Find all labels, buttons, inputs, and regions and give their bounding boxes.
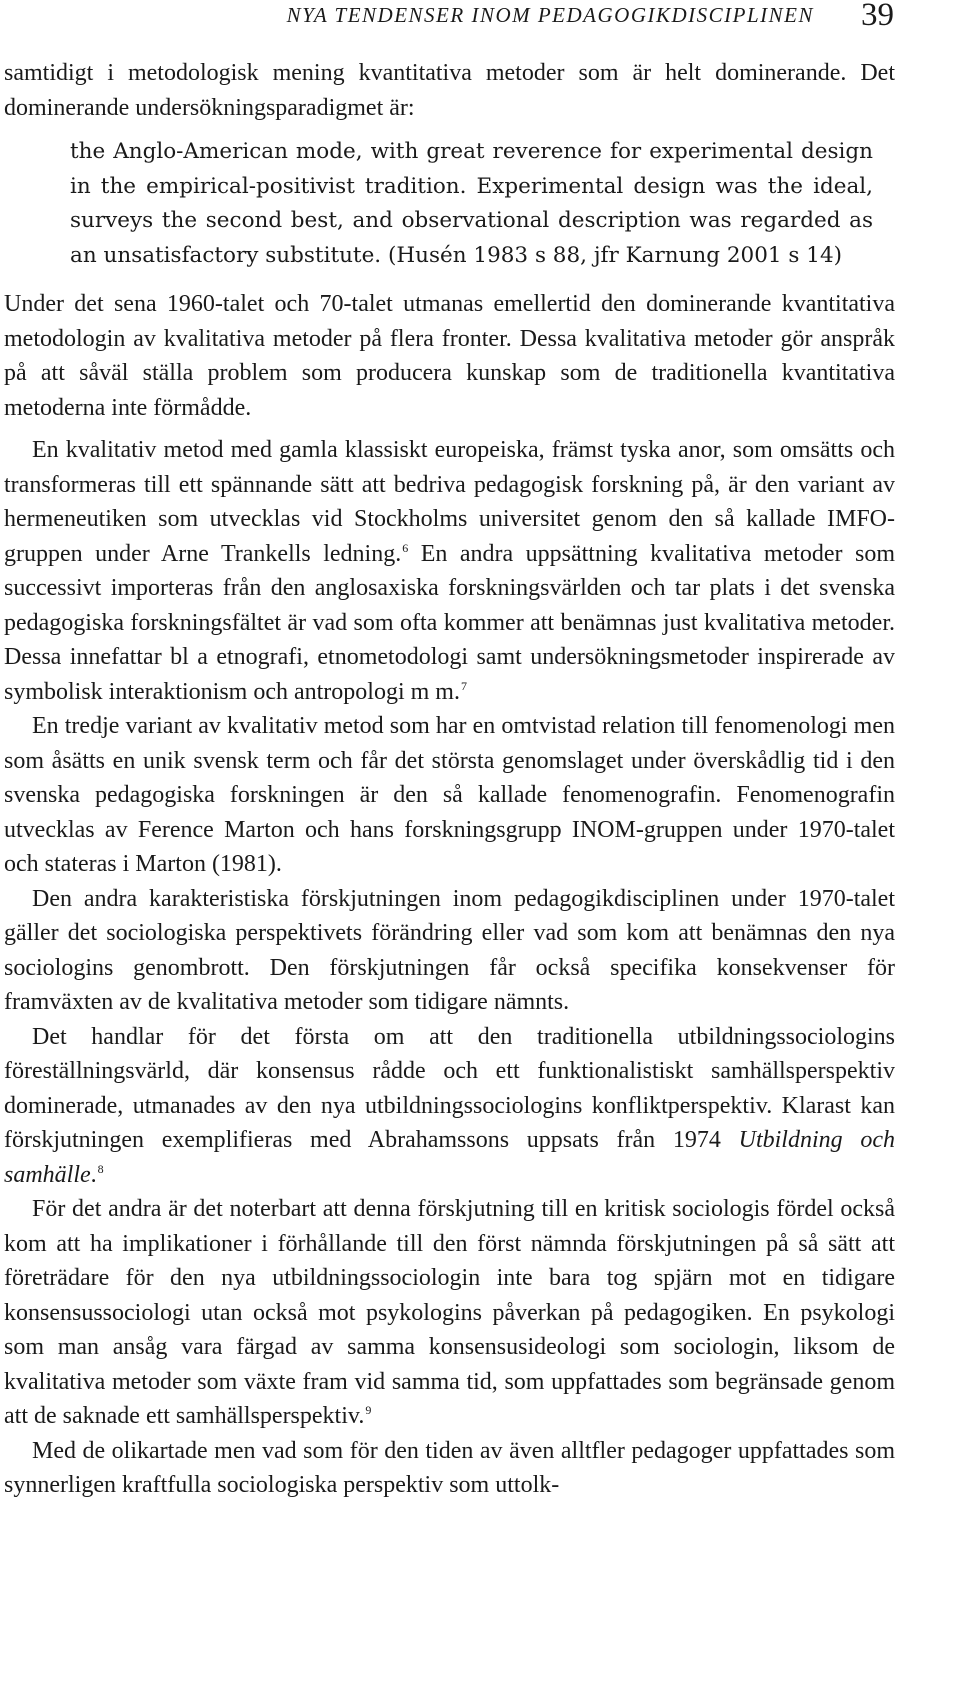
running-title: NYA TENDENSER INOM PEDAGOGIKDISCIPLINEN bbox=[286, 3, 814, 27]
paragraph-conflict-perspective bbox=[4, 1020, 895, 1193]
footnote-ref-7: 7 bbox=[460, 678, 467, 693]
footnote-ref-6: 6 bbox=[402, 540, 409, 555]
footnote-ref-9: 9 bbox=[365, 1403, 372, 1417]
cited-work-title: Utbildning och samhälle bbox=[4, 1127, 895, 1188]
paragraph-intro: samtidigt i metodologisk mening kvantitativa metoder som är helt dominerande. Det dominerande undersökningsparadigmet är: bbox=[4, 60, 895, 121]
paragraph-conflict-end: . bbox=[90, 1161, 97, 1188]
block-quote: the Anglo-American mode, with great reverence for experimental design in the empirical-positivist tradition. Experimental design was the ideal, surveys the second best, and observational description was regarded as an unsatisfactory substitute. (Husén 1983 s 88, jfr Karnung 2001 s 14) bbox=[70, 139, 873, 268]
paragraph-sociology-shift: Den andra karakteristiska förskjutningen inom pedagogikdisciplinen under 1970-talet gäller det sociologiska perspektivets förändring eller vad som kom att benämnas den nya sociologins genombrott. Den förskjutningen får också specifika konsekvenser för framväxten av de kvalitativa metoder som tidigare nämnts. bbox=[4, 885, 895, 1015]
paragraph-hermeneutics bbox=[4, 433, 895, 709]
paragraph-hermeneutics-text-a: En kvalitativ metod med gamla klassiskt europeiska, främst tyska anor, som omsätts och transformeras till ett spännande sätt att bedriva pedagogisk forskning på, är den variant av hermeneutiken som utvecklas vid Stockholms universitet genom den så kallade IMFO-gruppen under Arne Trankells ledning. bbox=[4, 437, 895, 567]
page-number: 39 bbox=[861, 0, 894, 33]
body-text bbox=[4, 56, 895, 1503]
paragraph-closing: Med de olikartade men vad som för den tiden av även alltfler pedagoger uppfattades som synnerligen kraftfulla sociologiska perspektiv som uttolk- bbox=[4, 1437, 895, 1498]
paragraph-phenomenography: En tredje variant av kvalitativ metod som har en omtvistad relation till fenomenologi men som åsätts en unik svensk term och får det största genomslaget under överskådlig tid i den svenska pedagogiska forskningen är den så kallade fenomenografin. Fenomenografin utvecklas av Ference Marton och hans forskningsgrupp INOM-gruppen under 1970-talet och stateras i Marton (1981). bbox=[4, 713, 895, 877]
paragraph-critical-text: För det andra är det noterbart att denna förskjutning till en kritisk sociologis fördel också kom att ha implikationer i förhållande till den först nämnda förskjutningen på så sätt att företrädare för den nya utbildningssociologin inte bara tog spjärn mot en tidigare konsensussociologi utan också mot psykologins påverkan på pedagogiken. En psykologi som man ansåg vara färgad av samma konsensusideologi som sociologin, liksom de kvalitativa metoder som växte fram vid samma tid, som uppfattades som begränsade genom att de saknade ett samhällsperspektiv. bbox=[4, 1196, 895, 1429]
paragraph-critical-sociology bbox=[4, 1192, 895, 1434]
running-header bbox=[0, 0, 960, 40]
paragraph-qualitative-challenge: Under det sena 1960-talet och 70-talet utmanas emellertid den dominerande kvantitativa metodologin av kvalitativa metoder på flera fronter. Dessa kvalitativa metoder gör anspråk på att såväl ställa problem som producera kunskap som de traditionella kvantitativa metoderna inte förmådde. bbox=[4, 291, 895, 421]
paragraph-conflict-text: Det handlar för det första om att den traditionella utbildningssociologins föreställningsvärld, där konsensus rådde och ett funktionalistiskt samhällsperspektiv dominerade, utmanades av den nya utbildningssociologins konfliktperspektiv. Klarast kan förskjutningen exemplifieras med Abrahamssons uppsats från 1974 bbox=[4, 1023, 895, 1153]
paragraph-hermeneutics-text-b: En andra uppsättning kvalitativa metoder som successivt importeras från den anglosaxiska forskningsvärlden och tar plats i det svenska pedagogiska forskningsfältet är vad som ofta kommer att benämnas just kvalitativa metoder. Dessa innefattar bl a etnografi, etnometodologi samt undersökningsmetoder inspirerade av symbolisk interaktionism och antropologi m m. bbox=[4, 540, 895, 705]
footnote-ref-8: 8 bbox=[97, 1161, 104, 1176]
